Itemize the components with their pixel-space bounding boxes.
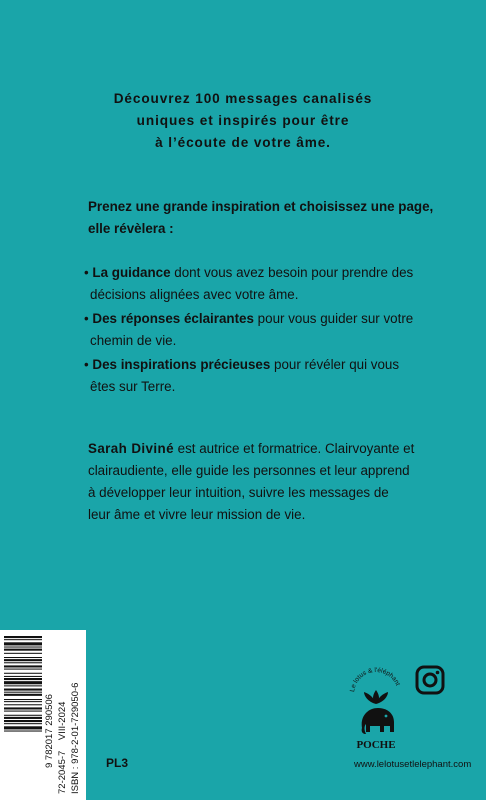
- barcode-bar: [4, 731, 42, 732]
- bullet-item: • Des inspirations précieuses pour révéler qui vous êtes sur Terre.: [84, 354, 413, 398]
- bullet-text: pour révéler qui vous: [270, 357, 400, 372]
- barcode-bar: [4, 685, 42, 686]
- bullet-list: [84, 262, 413, 400]
- author-bio: [88, 438, 414, 526]
- barcode-bar: [4, 673, 42, 674]
- bullet-text: dont vous avez besoin pour prendre des: [170, 265, 414, 280]
- barcode-bar: [4, 717, 42, 719]
- logo-poche: POCHE: [356, 739, 396, 751]
- barcode-bar: [4, 665, 42, 667]
- barcode-bar: [4, 647, 42, 648]
- bullet-text: chemin de vie.: [90, 333, 177, 348]
- bullet-item: • La guidance dont vous avez besoin pour prendre des décisions alignées avec votre âme.: [84, 262, 413, 306]
- barcode-bar: [4, 692, 42, 693]
- barcode-bar: [4, 715, 42, 716]
- barcode-bar: [4, 642, 42, 645]
- barcode-code: 72-2045-7 VIII-2024: [57, 701, 68, 794]
- bio-text: est autrice et formatrice. Clairvoyante et: [173, 441, 415, 456]
- author-name: Sarah Diviné: [88, 441, 174, 456]
- tagline-line: à l’écoute de votre âme.: [155, 135, 331, 150]
- website-link[interactable]: www.lelotusetlelephant.com: [354, 759, 472, 770]
- bullet-text: pour vous guider sur votre: [253, 311, 414, 326]
- print-code: PL3: [106, 756, 129, 770]
- svg-text:Le lotus & l'éléphant: [349, 667, 401, 692]
- bullet-text: décisions alignées avec votre âme.: [90, 287, 299, 302]
- barcode-bar: [4, 726, 42, 729]
- barcode-bars: [4, 636, 42, 760]
- barcode-bar: [4, 707, 42, 709]
- instagram-icon[interactable]: [414, 664, 446, 696]
- barcode-digits: 9 782017 290506: [44, 694, 55, 768]
- intro-text: [88, 196, 433, 240]
- intro-line: elle révèlera :: [88, 221, 174, 236]
- logo-arc-text: Le lotus & l'éléphant: [349, 666, 402, 693]
- barcode: [0, 630, 86, 800]
- barcode-bar: [4, 636, 42, 638]
- bullet-item: • Des réponses éclairantes pour vous guider sur votre chemin de vie.: [84, 308, 413, 352]
- lotus-elephant-logo: [344, 660, 408, 756]
- barcode-bar: [4, 649, 42, 651]
- barcode-bar: [4, 653, 42, 654]
- bio-text: leur âme et vivre leur mission de vie.: [88, 507, 306, 522]
- barcode-bar: [4, 694, 42, 696]
- bio-text: à développer leur intuition, suivre les messages de: [88, 485, 389, 500]
- barcode-bar: [4, 681, 42, 684]
- bullet-bold: Des réponses éclairantes: [92, 311, 254, 326]
- barcode-bar: [4, 657, 42, 658]
- tagline: [0, 88, 486, 154]
- barcode-bar: [4, 723, 42, 724]
- barcode-bar: [4, 711, 42, 712]
- tagline-line: uniques et inspirés pour être: [136, 113, 350, 128]
- barcode-bar: [4, 720, 42, 722]
- barcode-bar: [4, 678, 42, 680]
- barcode-bar: [4, 699, 42, 700]
- barcode-bar: [4, 659, 42, 661]
- tagline-line: Découvrez 100 messages canalisés: [113, 91, 373, 106]
- bullet-bold: Des inspirations précieuses: [92, 357, 271, 372]
- bullet-text: êtes sur Terre.: [90, 379, 176, 394]
- barcode-bar: [4, 676, 42, 677]
- barcode-bar: [4, 704, 42, 705]
- bullet-bold: La guidance: [92, 265, 171, 280]
- barcode-bar: [4, 639, 42, 640]
- barcode-bar: [4, 662, 42, 663]
- barcode-bar: [4, 669, 42, 670]
- barcode-bar: [4, 689, 42, 691]
- intro-line: Prenez une grande inspiration et choisissez une page,: [88, 199, 434, 214]
- bio-text: clairaudiente, elle guide les personnes et leur apprend: [88, 463, 410, 478]
- barcode-bar: [4, 701, 42, 702]
- isbn-text: ISBN : 978-2-01-729050-6: [70, 682, 81, 794]
